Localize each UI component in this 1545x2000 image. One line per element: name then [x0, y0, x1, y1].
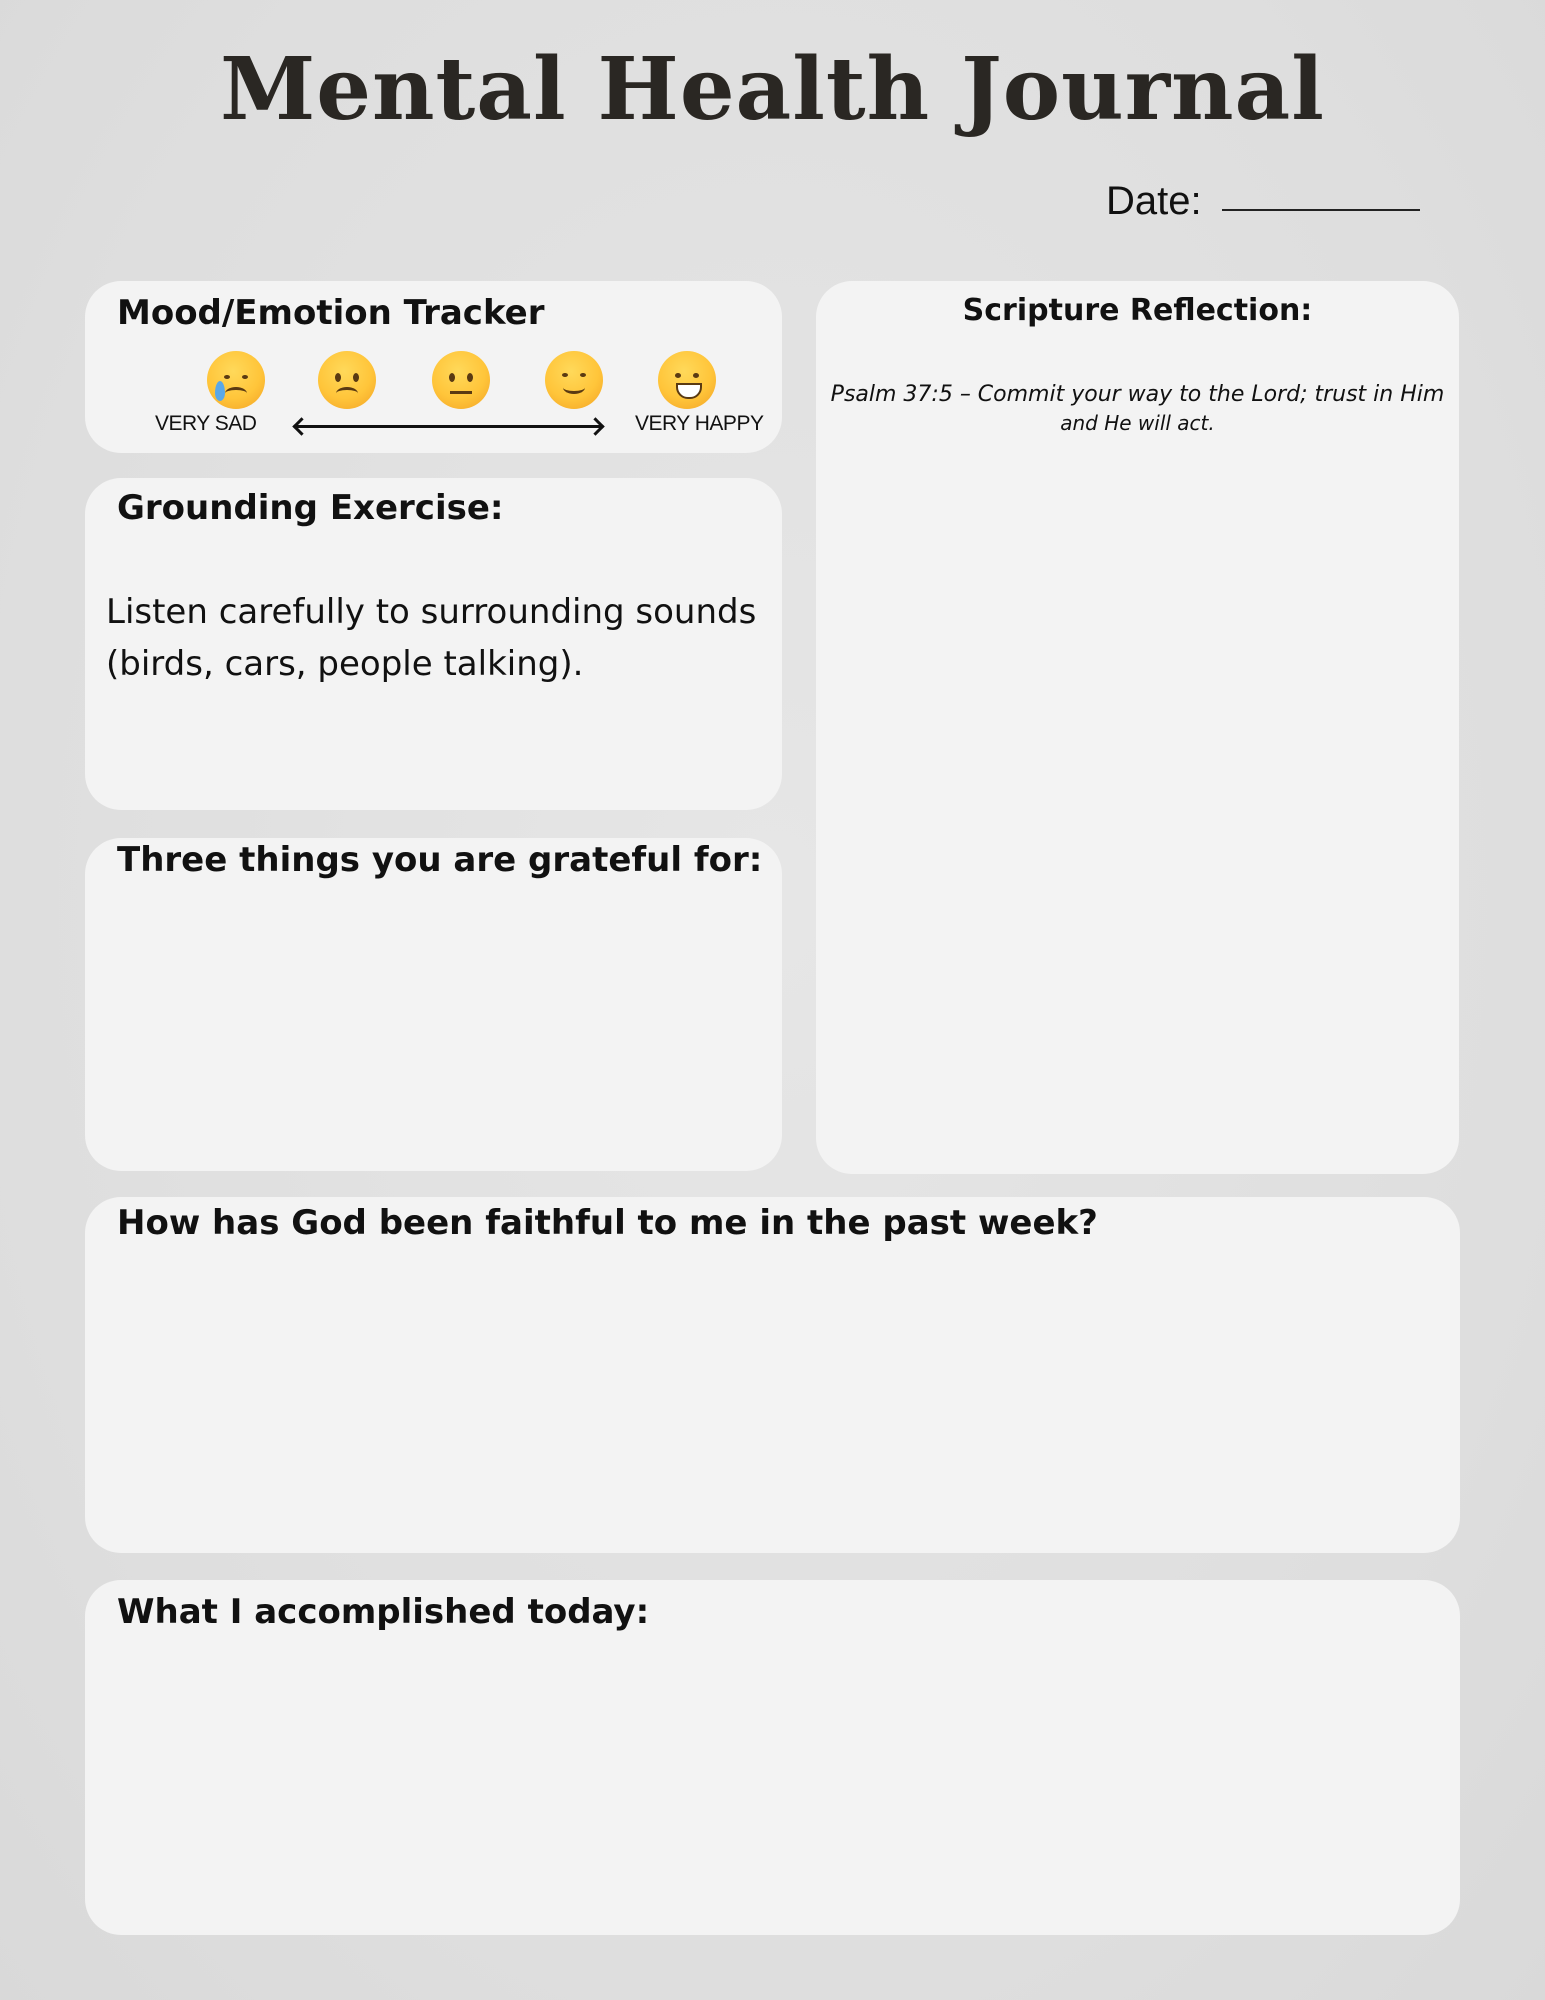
- faithful-heading: How has God been faithful to me in the past week?: [117, 1203, 1098, 1243]
- scripture-heading: Scripture Reflection:: [962, 293, 1313, 328]
- grinning-face-icon[interactable]: [658, 351, 716, 409]
- scripture-verse: [826, 381, 1449, 437]
- accomplished-heading: What I accomplished today:: [117, 1592, 650, 1632]
- date-input-line[interactable]: [1222, 209, 1420, 211]
- crying-face-icon[interactable]: [207, 351, 265, 409]
- faithful-card[interactable]: [85, 1197, 1460, 1553]
- grateful-heading: Three things you are grateful for:: [117, 840, 763, 880]
- scripture-reflection-card[interactable]: [816, 281, 1459, 1174]
- accomplished-card[interactable]: [85, 1580, 1460, 1935]
- date-field: [1106, 176, 1420, 226]
- grounding-exercise-card: [85, 478, 782, 810]
- frowning-face-icon[interactable]: [318, 351, 376, 409]
- page-title: Mental Health Journal: [220, 39, 1325, 140]
- very-sad-label: VERY SAD: [155, 412, 257, 435]
- very-happy-label: VERY HAPPY: [635, 412, 764, 435]
- date-label: Date:: [1106, 178, 1202, 223]
- verse-line-2: and He will act.: [1060, 411, 1215, 435]
- grounding-heading: Grounding Exercise:: [117, 488, 504, 528]
- mood-tracker-heading: Mood/Emotion Tracker: [117, 293, 545, 333]
- mood-tracker-card: [85, 281, 782, 453]
- grateful-card[interactable]: [85, 838, 782, 1171]
- grounding-text: Listen carefully to surrounding sounds (birds, cars, people talking).: [106, 592, 757, 684]
- smiling-face-icon[interactable]: [545, 351, 603, 409]
- mood-scale-arrow: [295, 425, 602, 428]
- verse-line-1: Psalm 37:5 – Commit your way to the Lord; trust in Him: [830, 382, 1445, 407]
- neutral-face-icon[interactable]: [432, 351, 490, 409]
